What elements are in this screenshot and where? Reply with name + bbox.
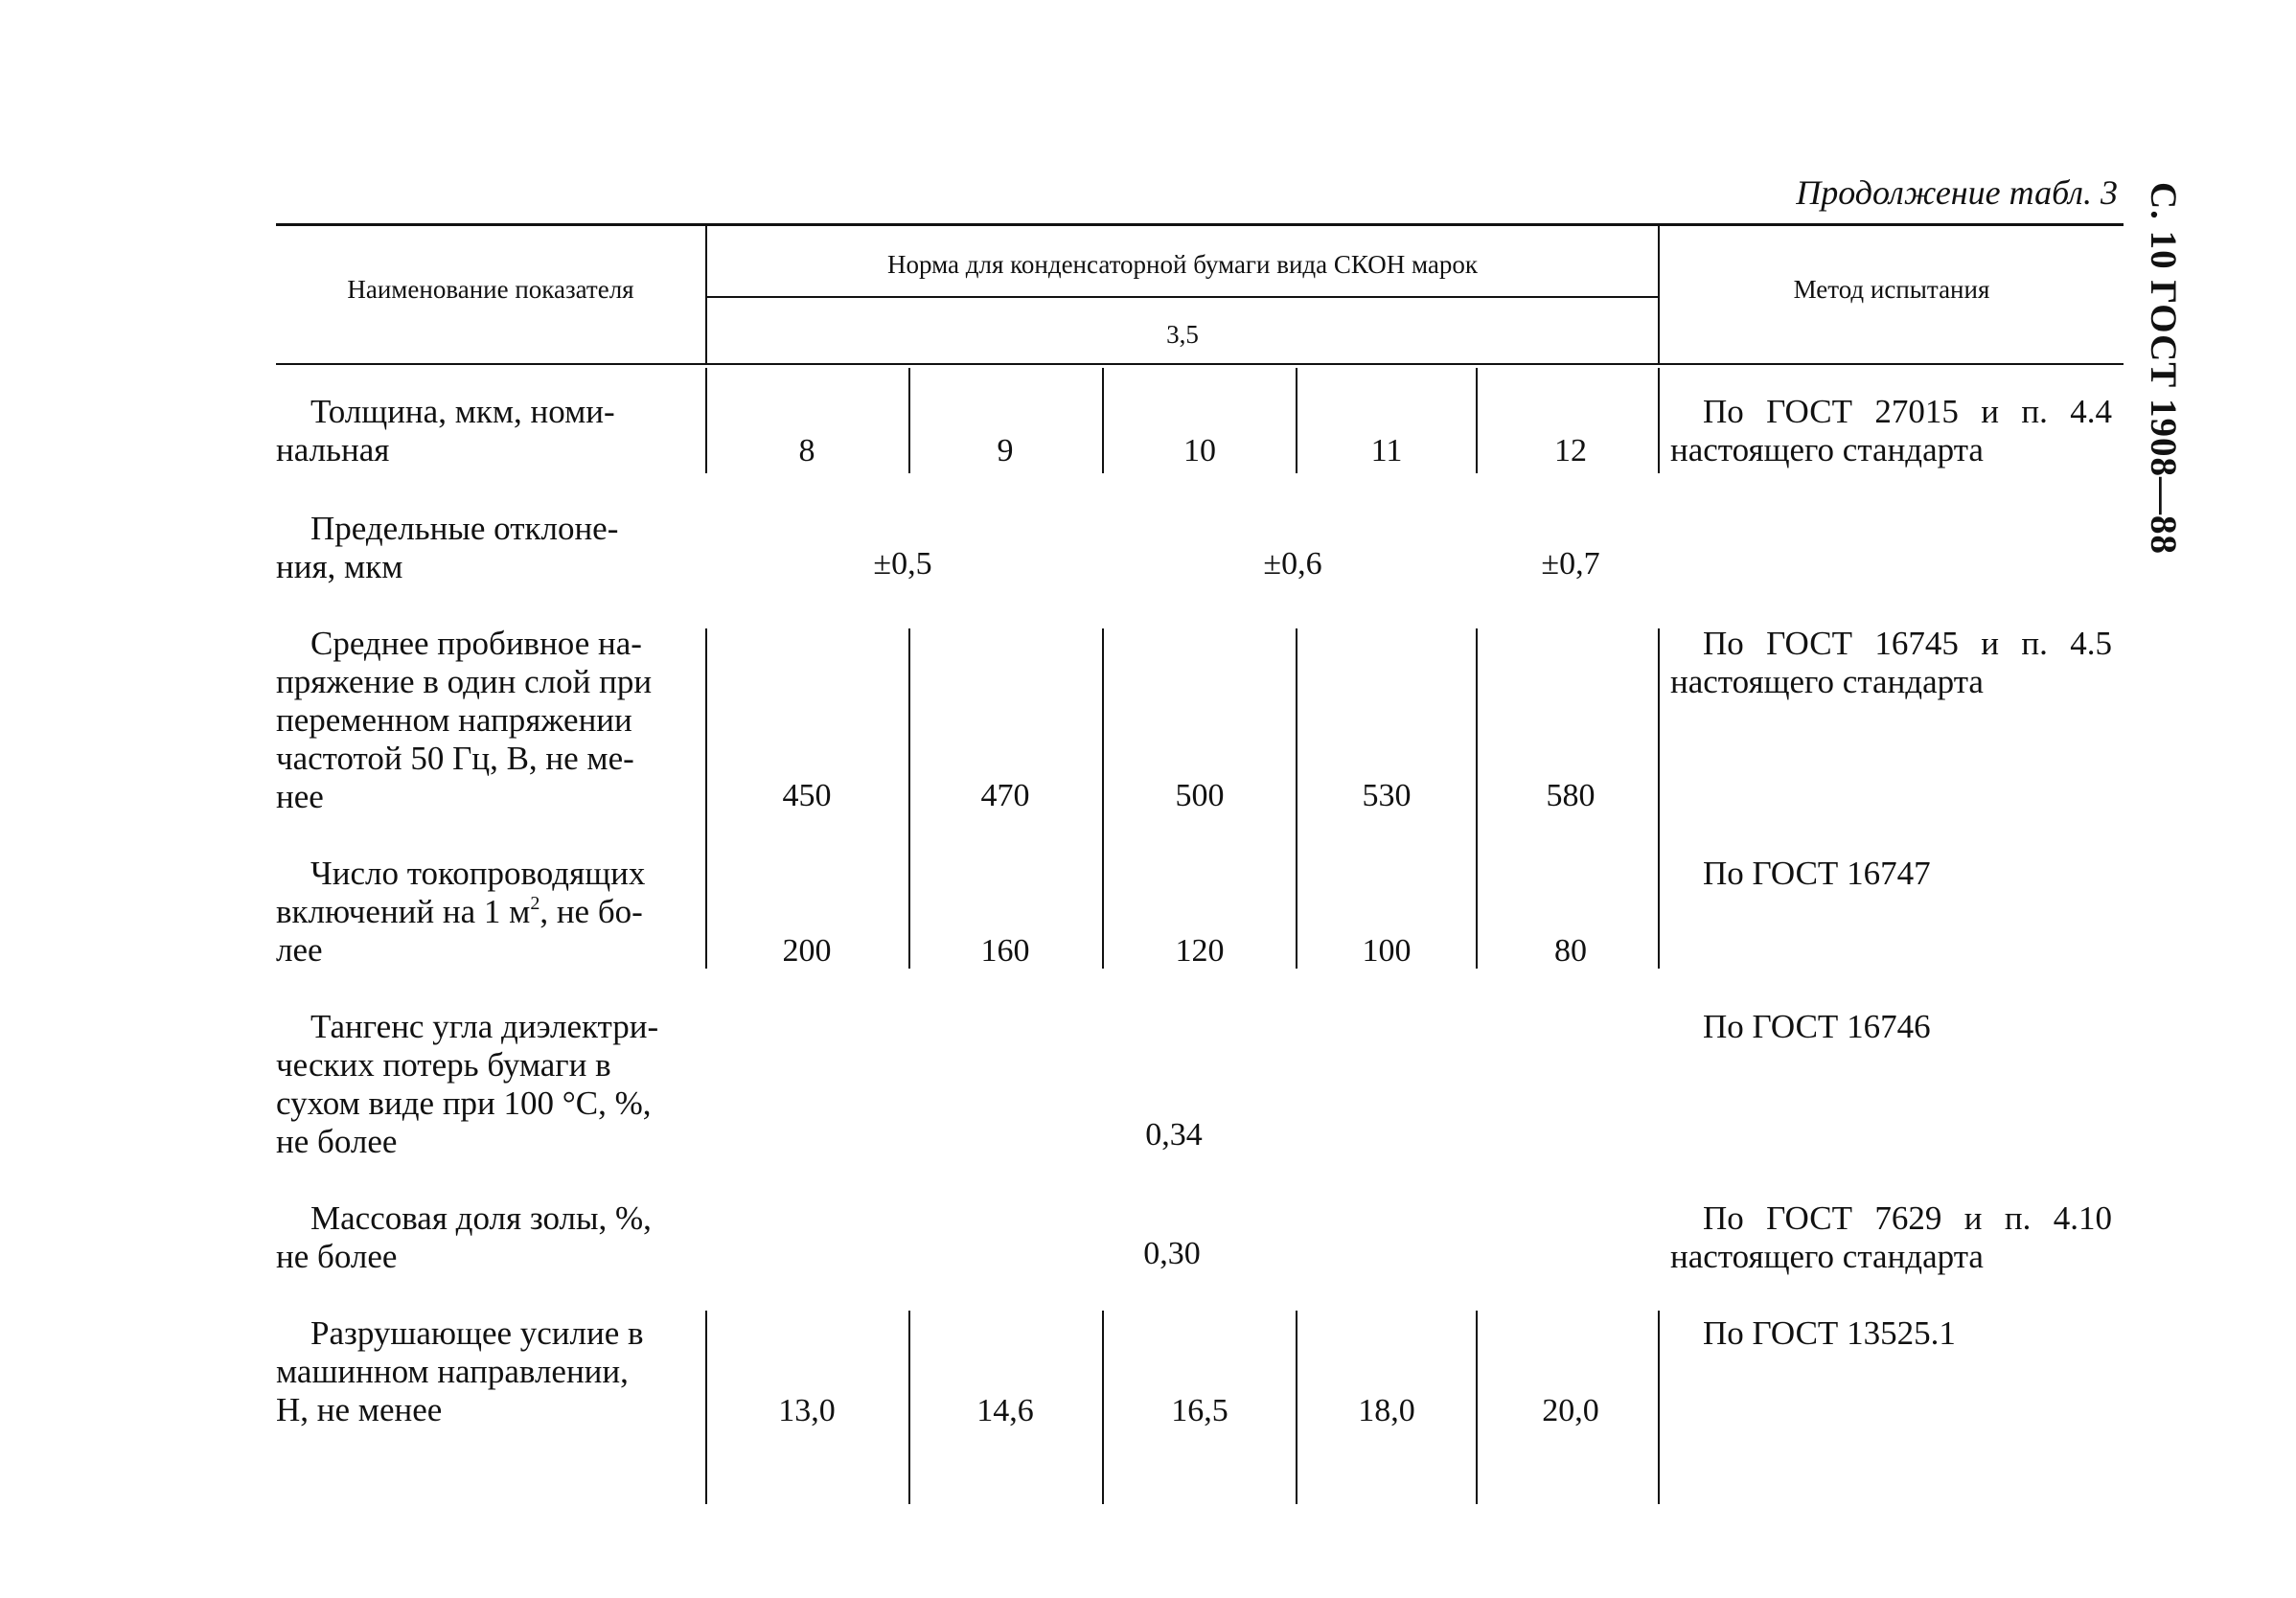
col-divider: [1658, 1311, 1660, 1504]
row1-method: По ГОСТ 27015 и п. 4.4 настоящего стандарта: [1670, 393, 2112, 468]
row2-value-1: ±0,5: [873, 546, 932, 582]
row3-value-1: 450: [782, 778, 832, 813]
col-divider: [1296, 1311, 1297, 1504]
header-method: Метод испытания: [1793, 275, 1990, 304]
row6-value: 0,30: [1143, 1236, 1201, 1271]
header-norm: Норма для конденсаторной бумаги вида СКОН марок: [887, 250, 1478, 279]
row1-value-2: 9: [997, 433, 1014, 468]
col-divider: [1476, 628, 1478, 969]
row3-method: По ГОСТ 16745 и п. 4.5 настоящего стандарта: [1670, 625, 2112, 700]
col-divider: [705, 368, 707, 473]
row3-value-3: 500: [1175, 778, 1225, 813]
row5-value: 0,34: [1145, 1117, 1203, 1153]
table-top-rule: [276, 223, 2124, 226]
col-divider: [1658, 628, 1660, 969]
col-divider: [1296, 368, 1297, 473]
col-divider: [908, 368, 910, 473]
row2-value-3: ±0,7: [1541, 546, 1600, 582]
header-bottom-rule: [276, 363, 2124, 365]
col-divider: [1476, 368, 1478, 473]
row-label-ash-content: Массовая доля золы, %, не более: [276, 1199, 652, 1275]
row7-value-5: 20,0: [1542, 1393, 1599, 1428]
col-divider: [1296, 628, 1297, 969]
col-divider: [1476, 1311, 1478, 1504]
col-divider: [908, 628, 910, 969]
header-sub-rule: [707, 296, 1658, 298]
continuation-caption: Продолжение табл. 3: [1796, 173, 2118, 212]
row4-value-4: 100: [1362, 933, 1412, 969]
row7-value-4: 18,0: [1358, 1393, 1415, 1428]
row4-method: По ГОСТ 16747: [1703, 855, 1931, 892]
row1-value-5: 12: [1554, 433, 1587, 468]
row4-value-2: 160: [980, 933, 1030, 969]
row7-value-3: 16,5: [1171, 1393, 1228, 1428]
col-divider: [1658, 368, 1660, 473]
row3-value-2: 470: [980, 778, 1030, 813]
row4-value-5: 80: [1554, 933, 1587, 969]
row-label-tolerance: Предельные отклоне- ния, мкм: [276, 510, 619, 585]
row7-method: По ГОСТ 13525.1: [1703, 1314, 1956, 1352]
row-label-conductive-inclusions: Число токопроводящих включений на 1 $м^2$, не бо- лее: [276, 855, 646, 969]
row5-method: По ГОСТ 16746: [1703, 1008, 1931, 1045]
row1-value-3: 10: [1183, 433, 1216, 468]
row7-value-2: 14,6: [976, 1393, 1034, 1428]
row1-value-4: 11: [1370, 433, 1403, 468]
row7-value-1: 13,0: [778, 1393, 836, 1428]
col-divider: [705, 628, 707, 969]
row2-value-2: ±0,6: [1263, 546, 1322, 582]
row4-value-3: 120: [1175, 933, 1225, 969]
header-name: Наименование показателя: [347, 275, 634, 304]
col-divider: [1102, 628, 1104, 969]
row-label-thickness: Толщина, мкм, номи- нальная: [276, 393, 615, 468]
row3-value-4: 530: [1362, 778, 1412, 813]
row-label-breakdown-voltage: Среднее пробивное на- пряжение в один слой при переменном напряжении частотой 50 Гц, В, не ме- нее: [276, 625, 653, 815]
col-divider: [908, 1311, 910, 1504]
header-grade: 3,5: [1166, 320, 1199, 349]
row1-value-1: 8: [798, 433, 815, 468]
row-label-loss-tangent: Тангенс угла диэлектри- ческих потерь бумаги в сухом виде при 100 °С, %, не более: [276, 1008, 659, 1160]
row6-method: По ГОСТ 7629 и п. 4.10 настоящего стандарта: [1670, 1199, 2112, 1275]
row3-value-5: 580: [1546, 778, 1596, 813]
col-divider: [1102, 1311, 1104, 1504]
page-side-label: С. 10 ГОСТ 1908—88: [2143, 182, 2184, 555]
row4-value-1: 200: [782, 933, 832, 969]
col-divider: [1102, 368, 1104, 473]
col-divider: [705, 1311, 707, 1504]
row-label-breaking-force: Разрушающее усилие в машинном направлении, Н, не менее: [276, 1314, 644, 1428]
